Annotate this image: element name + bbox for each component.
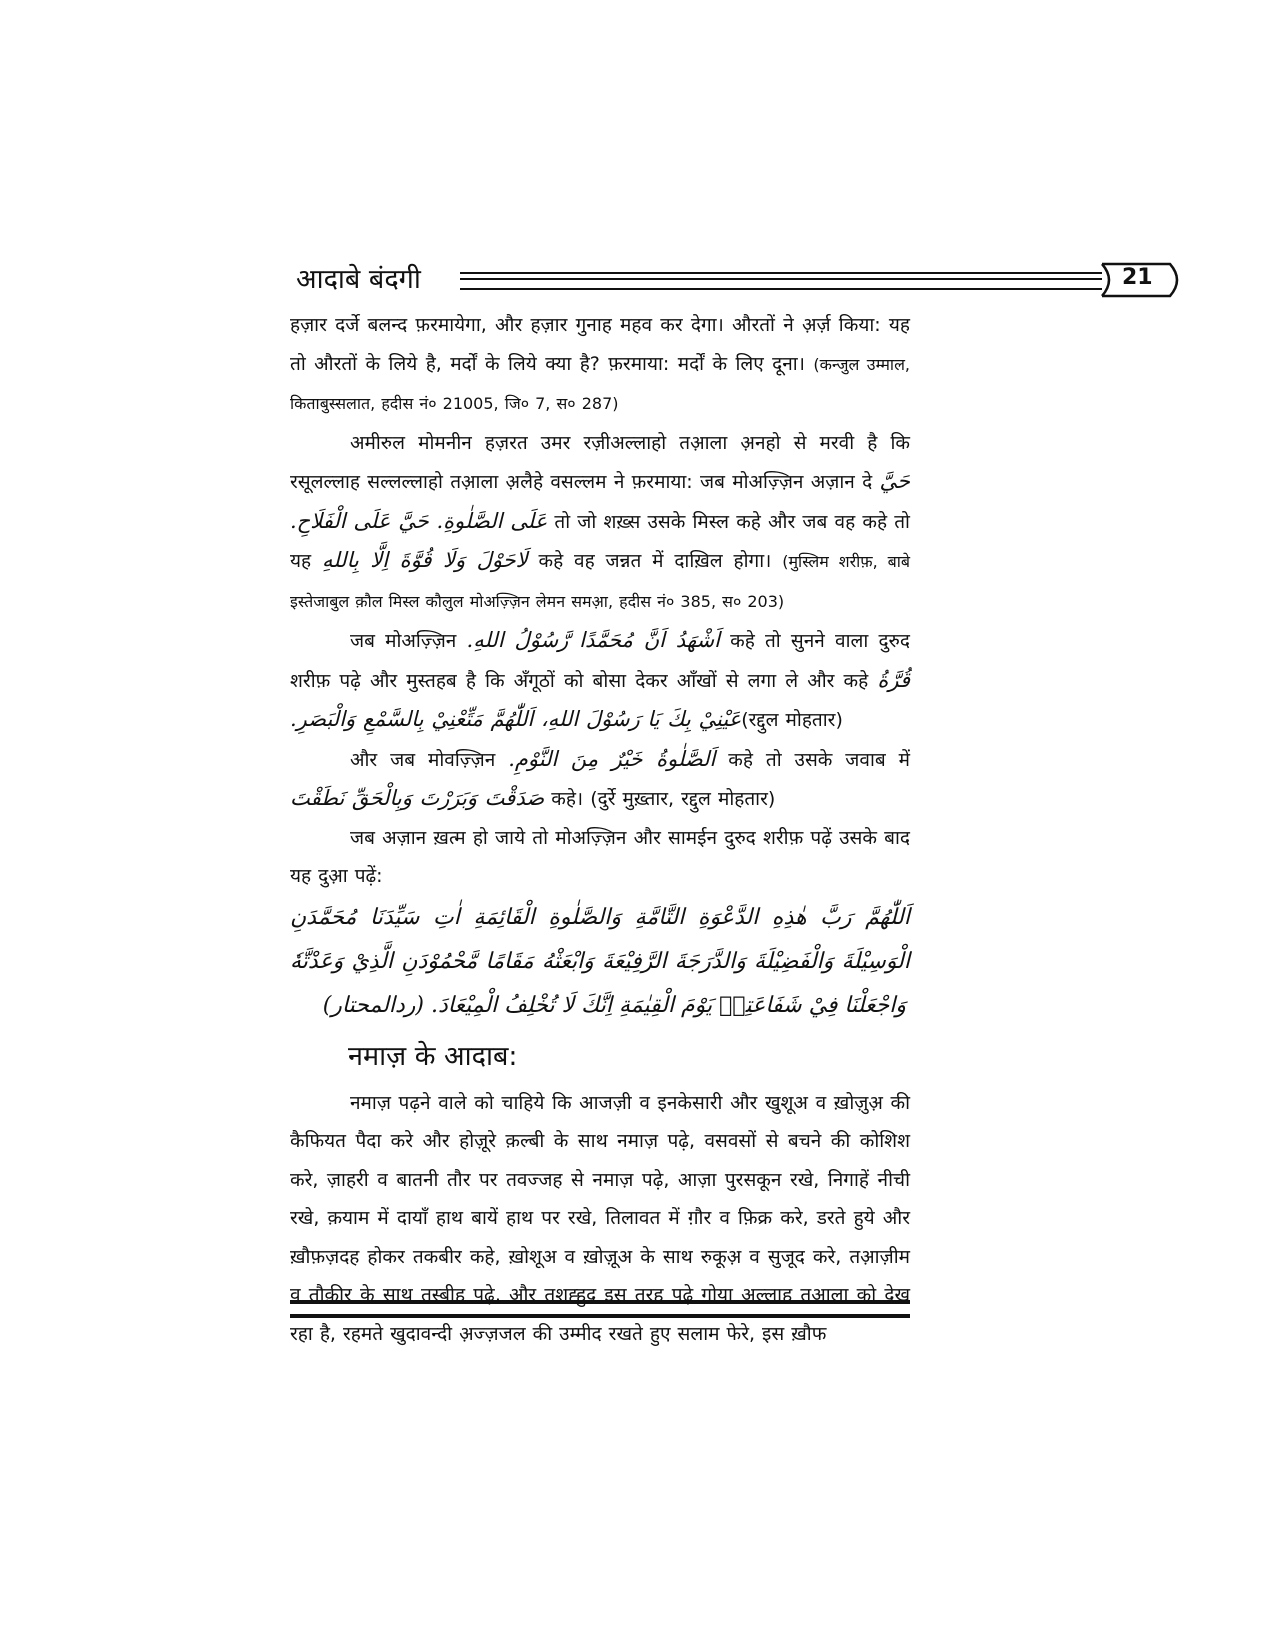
page-number: 21 — [1122, 265, 1153, 290]
reference: (दुर्रे मुख़्तार, रद्दुल मोहतार) — [590, 788, 776, 810]
reference: (कन्जुल उम्माल, किताबुस्सलात, हदीस नं० 21005, जि० 7, स० 287) — [290, 354, 911, 413]
dua-line: اَللّٰهُمَّ رَبَّ هٰذِهِ الدَّعْوَةِ التَّامَّةِ وَالصَّلٰوةِ الْقَائِمَةِ اٰتِ سَيِّدَنَا مُحَمَّدَنِ — [290, 904, 910, 930]
arabic-text: قُرَّةُ عَيْنِيْ بِكَ يَا رَسُوْلَ اللهِ، اَللّٰهُمَّ مَتِّعْنِيْ بِالسَّمْعِ وَالْبَصَرِ. — [290, 667, 910, 731]
reference: (रद्दुल मोहतार) — [741, 709, 843, 731]
page — [290, 262, 1153, 1353]
arabic-text: اَشْهَدُ اَنَّ مُحَمَّدًا رَّسُوْلُ اللهِ. — [466, 628, 720, 652]
page-number-tab — [1102, 262, 1192, 296]
section-paragraph: नमाज़ पढ़ने वाले को चाहिये कि आजज़ी व इनकेसारी और खुशूअ व ख़ोज़ुअ़ की कैफियत पैदा करे और होज़ूरे क़ल्बी के साथ नमाज़ पढ़े, वसवसों से बचने की कोशिश करे, ज़ाहरी व बातनी तौर पर तवज्जह से नमाज़ पढ़े, आज़ा पुरसकून रखे, निगाहें नीची रखे, क़याम में दायाँ हाथ बायें हाथ पर रखे, तिलावत में ग़ौर व फ़िक्र करे, डरते हुये और ख़ौफ़ज़दह होकर तकबीर कहे, ख़ोशूअ व ख़ोज़ूअ के साथ रुकूअ़ व सुजूद करे, तअ़ाज़ीम व तौक़ीर के साथ तस्बीह पढ़े, और तशह्हुद इस तरह पढ़े गोया अल्लाह तआ़ला को देख रहा है, रहमते खुदावन्दी अ़ज्ज़जल की उम्मीद रखते हुए सलाम फेरे, इस ख़ौफ — [290, 1091, 910, 1345]
book-title: आदाबे बंदगी — [296, 264, 421, 295]
header-rule — [460, 272, 1102, 290]
dua-block — [290, 896, 910, 1028]
paragraph-1: हज़ार दर्जे बलन्द फ़रमायेगा, और हज़ार गुनाह महव कर देगा। औरतों ने अ़र्ज़ किया: यह तो औरतों के लिये है, मर्दों के लिये क्या है? फ़रमाया: मर्दों के लिए दूना। (कन्जुल उम्माल, किताबुस्सलात, हदीस नं० 21005, जि० 7, स० 287) — [290, 314, 911, 413]
arabic-text: صَدَقْتَ وَبَرَرْتَ وَبِالْحَقِّ نَطَقْتَ — [290, 786, 545, 810]
arabic-text: حَيَّ عَلَى الصَّلٰوةِ. حَيَّ عَلَى الْفَلَاحِ. — [290, 469, 910, 533]
page-header — [290, 262, 1153, 302]
dua-line: وَاجْعَلْنَا فِيْ شَفَاعَتِهٖ يَوْمَ الْقِيٰمَةِ اِنَّكَ لَا تُخْلِفُ الْمِيْعَادَ. (ردالمحتار) — [322, 992, 906, 1018]
body-text — [290, 306, 910, 1353]
dua-line: الْوَسِيْلَةَ وَالْفَضِيْلَةَ وَالدَّرَجَةَ الرَّفِيْعَةَ وَابْعَثْهُ مَقَامًا مَّحْمُوْدَنِ الَّذِيْ وَعَدْتَّهٗ — [290, 948, 910, 974]
paragraph-5: जब अज़ान ख़त्म हो जाये तो मोअज़्ज़िन और सामईन दुरुद शरीफ़ पढ़ें उसके बाद यह दुआ़ पढ़ें: — [290, 826, 910, 887]
arabic-text: لَاحَوْلَ وَلَا قُوَّةَ اِلَّا بِاللهِ — [321, 548, 528, 572]
reference: (मुस्लिम शरीफ़, बाबे इस्तेजाबुल क़ौल मिस्ल कौलुल मोअज़्ज़िन लेमन समअ़ा, हदीस नं० 385, स० 203) — [290, 552, 911, 611]
section-heading: नमाज़ के आदाब: — [348, 1040, 518, 1072]
arabic-text: اَلصَّلٰوةُ خَيْرٌ مِنَ النَّوْمِ. — [508, 746, 716, 771]
paragraph-3: जब मोअज़्ज़िन اَشْهَدُ اَنَّ مُحَمَّدًا رَّسُوْلُ اللهِ. कहे तो सुनने वाला दुरुद शरीफ़ पढ़े और मुस्तहब है कि अँगूठों को बोसा देकर आँखों से लगा ले और कहे قُرَّةُ عَيْنِيْ بِكَ يَا رَسُوْلَ اللهِ، اَللّٰهُمَّ مَتِّعْنِيْ بِالسَّمْعِ وَالْبَصَرِ.(रद्दुल मोहतार) — [290, 628, 911, 731]
paragraph-2: अमीरुल मोमनीन हज़रत उमर रज़ीअल्लाहो तआ़ला अ़नहो से मरवी है कि रसूलल्लाह सल्लल्लाहो तआ़ला अ़लैहे वसल्लम ने फ़रमाया: जब मोअज़्ज़िन अज़ान दे حَيَّ عَلَى الصَّلٰوةِ. حَيَّ عَلَى الْفَلَاحِ. तो जो शख़्स उसके मिस्ल कहे और जब वह कहे तो यह لَاحَوْلَ وَلَا قُوَّةَ اِلَّا بِاللهِ कहे वह जन्नत में दाख़िल होगा। (मुस्लिम शरीफ़, बाबे इस्तेजाबुल क़ौल मिस्ल कौलुल मोअज़्ज़िन लेमन समअ़ा, हदीस नं० 385, स० 203) — [290, 431, 911, 611]
footer-rule — [290, 1300, 910, 1318]
paragraph-4: और जब मोवज़्ज़िन اَلصَّلٰوةُ خَيْرٌ مِنَ النَّوْمِ. कहे तो उसके जवाब में صَدَقْتَ وَبَرَرْتَ وَبِالْحَقِّ نَطَقْتَ कहे। (दुर्रे मुख़्तार, रद्दुल मोहतार) — [290, 746, 911, 810]
